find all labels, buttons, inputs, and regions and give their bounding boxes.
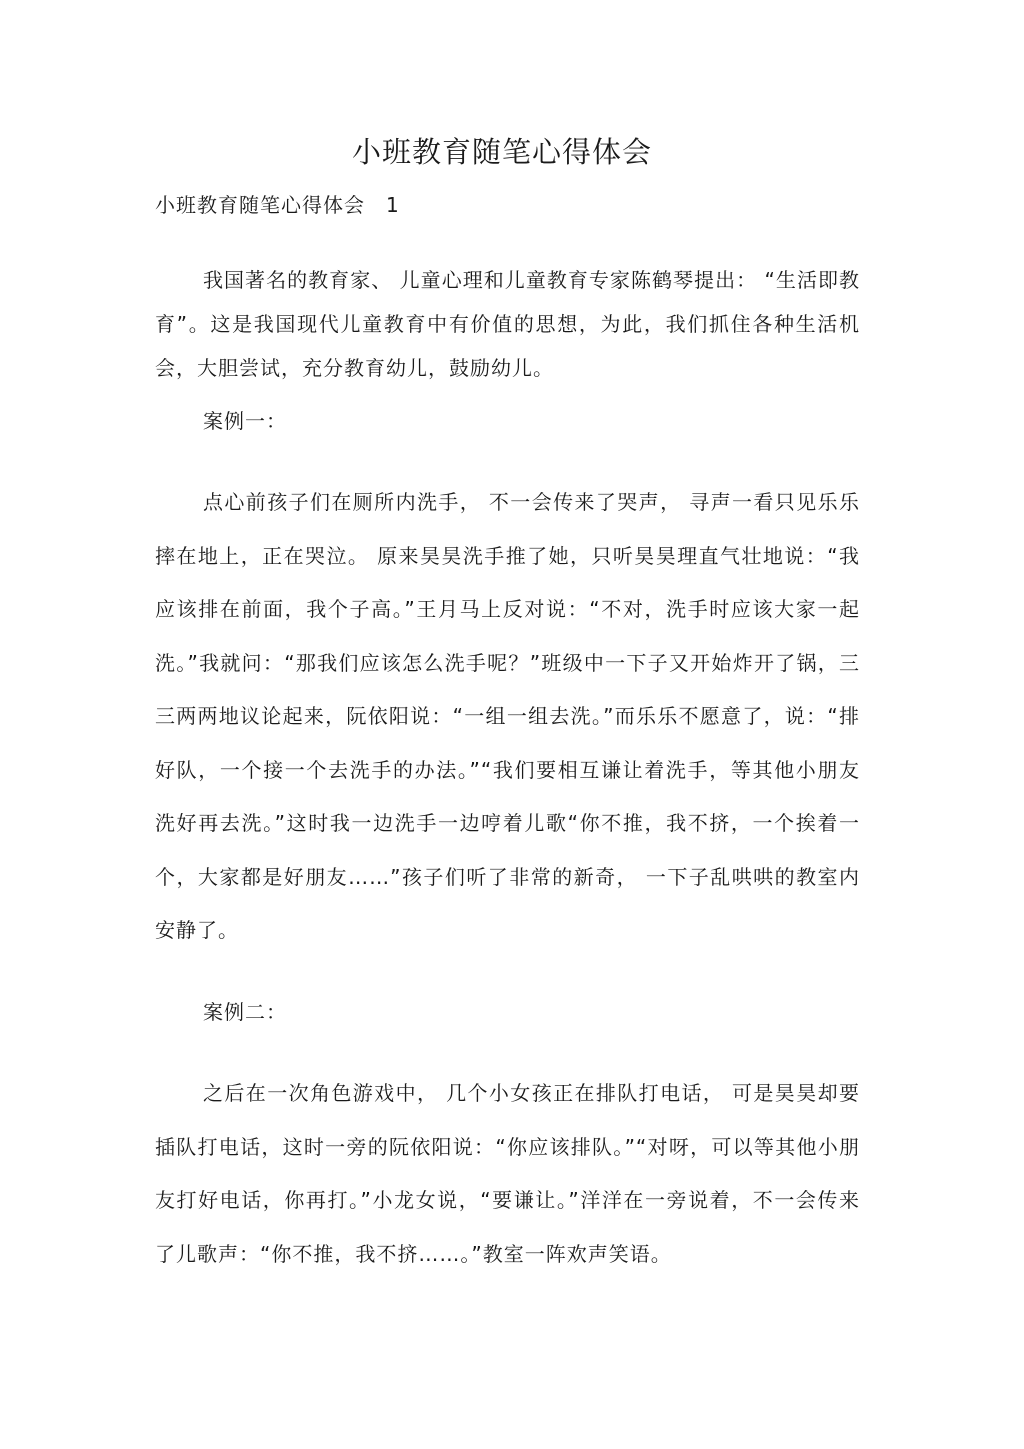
case2-paragraph: 之后在一次角色游戏中， 几个小女孩正在排队打电话， 可是昊昊却要插队打电话，这时一旁的阮依阳说：“你应该排队。”“对呀，可以等其他小朋友打好电话，你再打。”小龙女说，“要谦让。”洋洋在一旁说着，不一会传来了儿歌声：“你不推，我不挤……。”教室一阵欢声笑语。 bbox=[155, 1081, 860, 1266]
case1-heading: 案例一： bbox=[203, 409, 287, 433]
intro-paragraph: 我国著名的教育家、 儿童心理和儿童教育专家陈鹤琴提出： “生活即教育”。这是我国现代儿童教育中有价值的思想，为此，我们抓住各种生活机会，大胆尝试，充分教育幼儿，鼓励幼儿。 bbox=[155, 268, 860, 380]
case2-heading: 案例二： bbox=[203, 1000, 287, 1024]
document-subtitle: 小班教育随笔心得体会 1 bbox=[155, 193, 400, 217]
document-title: 小班教育随笔心得体会 bbox=[351, 135, 652, 169]
case1-paragraph: 点心前孩子们在厕所内洗手， 不一会传来了哭声， 寻声一看只见乐乐摔在地上，正在哭泣。 原来昊昊洗手推了她，只听昊昊理直气壮地说：“我应该排在前面，我个子高。”王月马上反对说：“不对，洗手时应该大家一起洗。”我就问：“那我们应该怎么洗手呢？”班级中一下子又开始炸开了锅，三三两两地议论起来，阮依阳说：“一组一组去洗。”而乐乐不愿意了，说：“排好队，一个接一个去洗手的办法。”“我们要相互谦让着洗手，等其他小朋友洗好再去洗。”这时我一边洗手一边哼着儿歌“你不推，我不挤，一个挨着一个，大家都是好朋友……”孩子们听了非常的新奇， 一下子乱哄哄的教室内安静了。 bbox=[155, 490, 860, 942]
